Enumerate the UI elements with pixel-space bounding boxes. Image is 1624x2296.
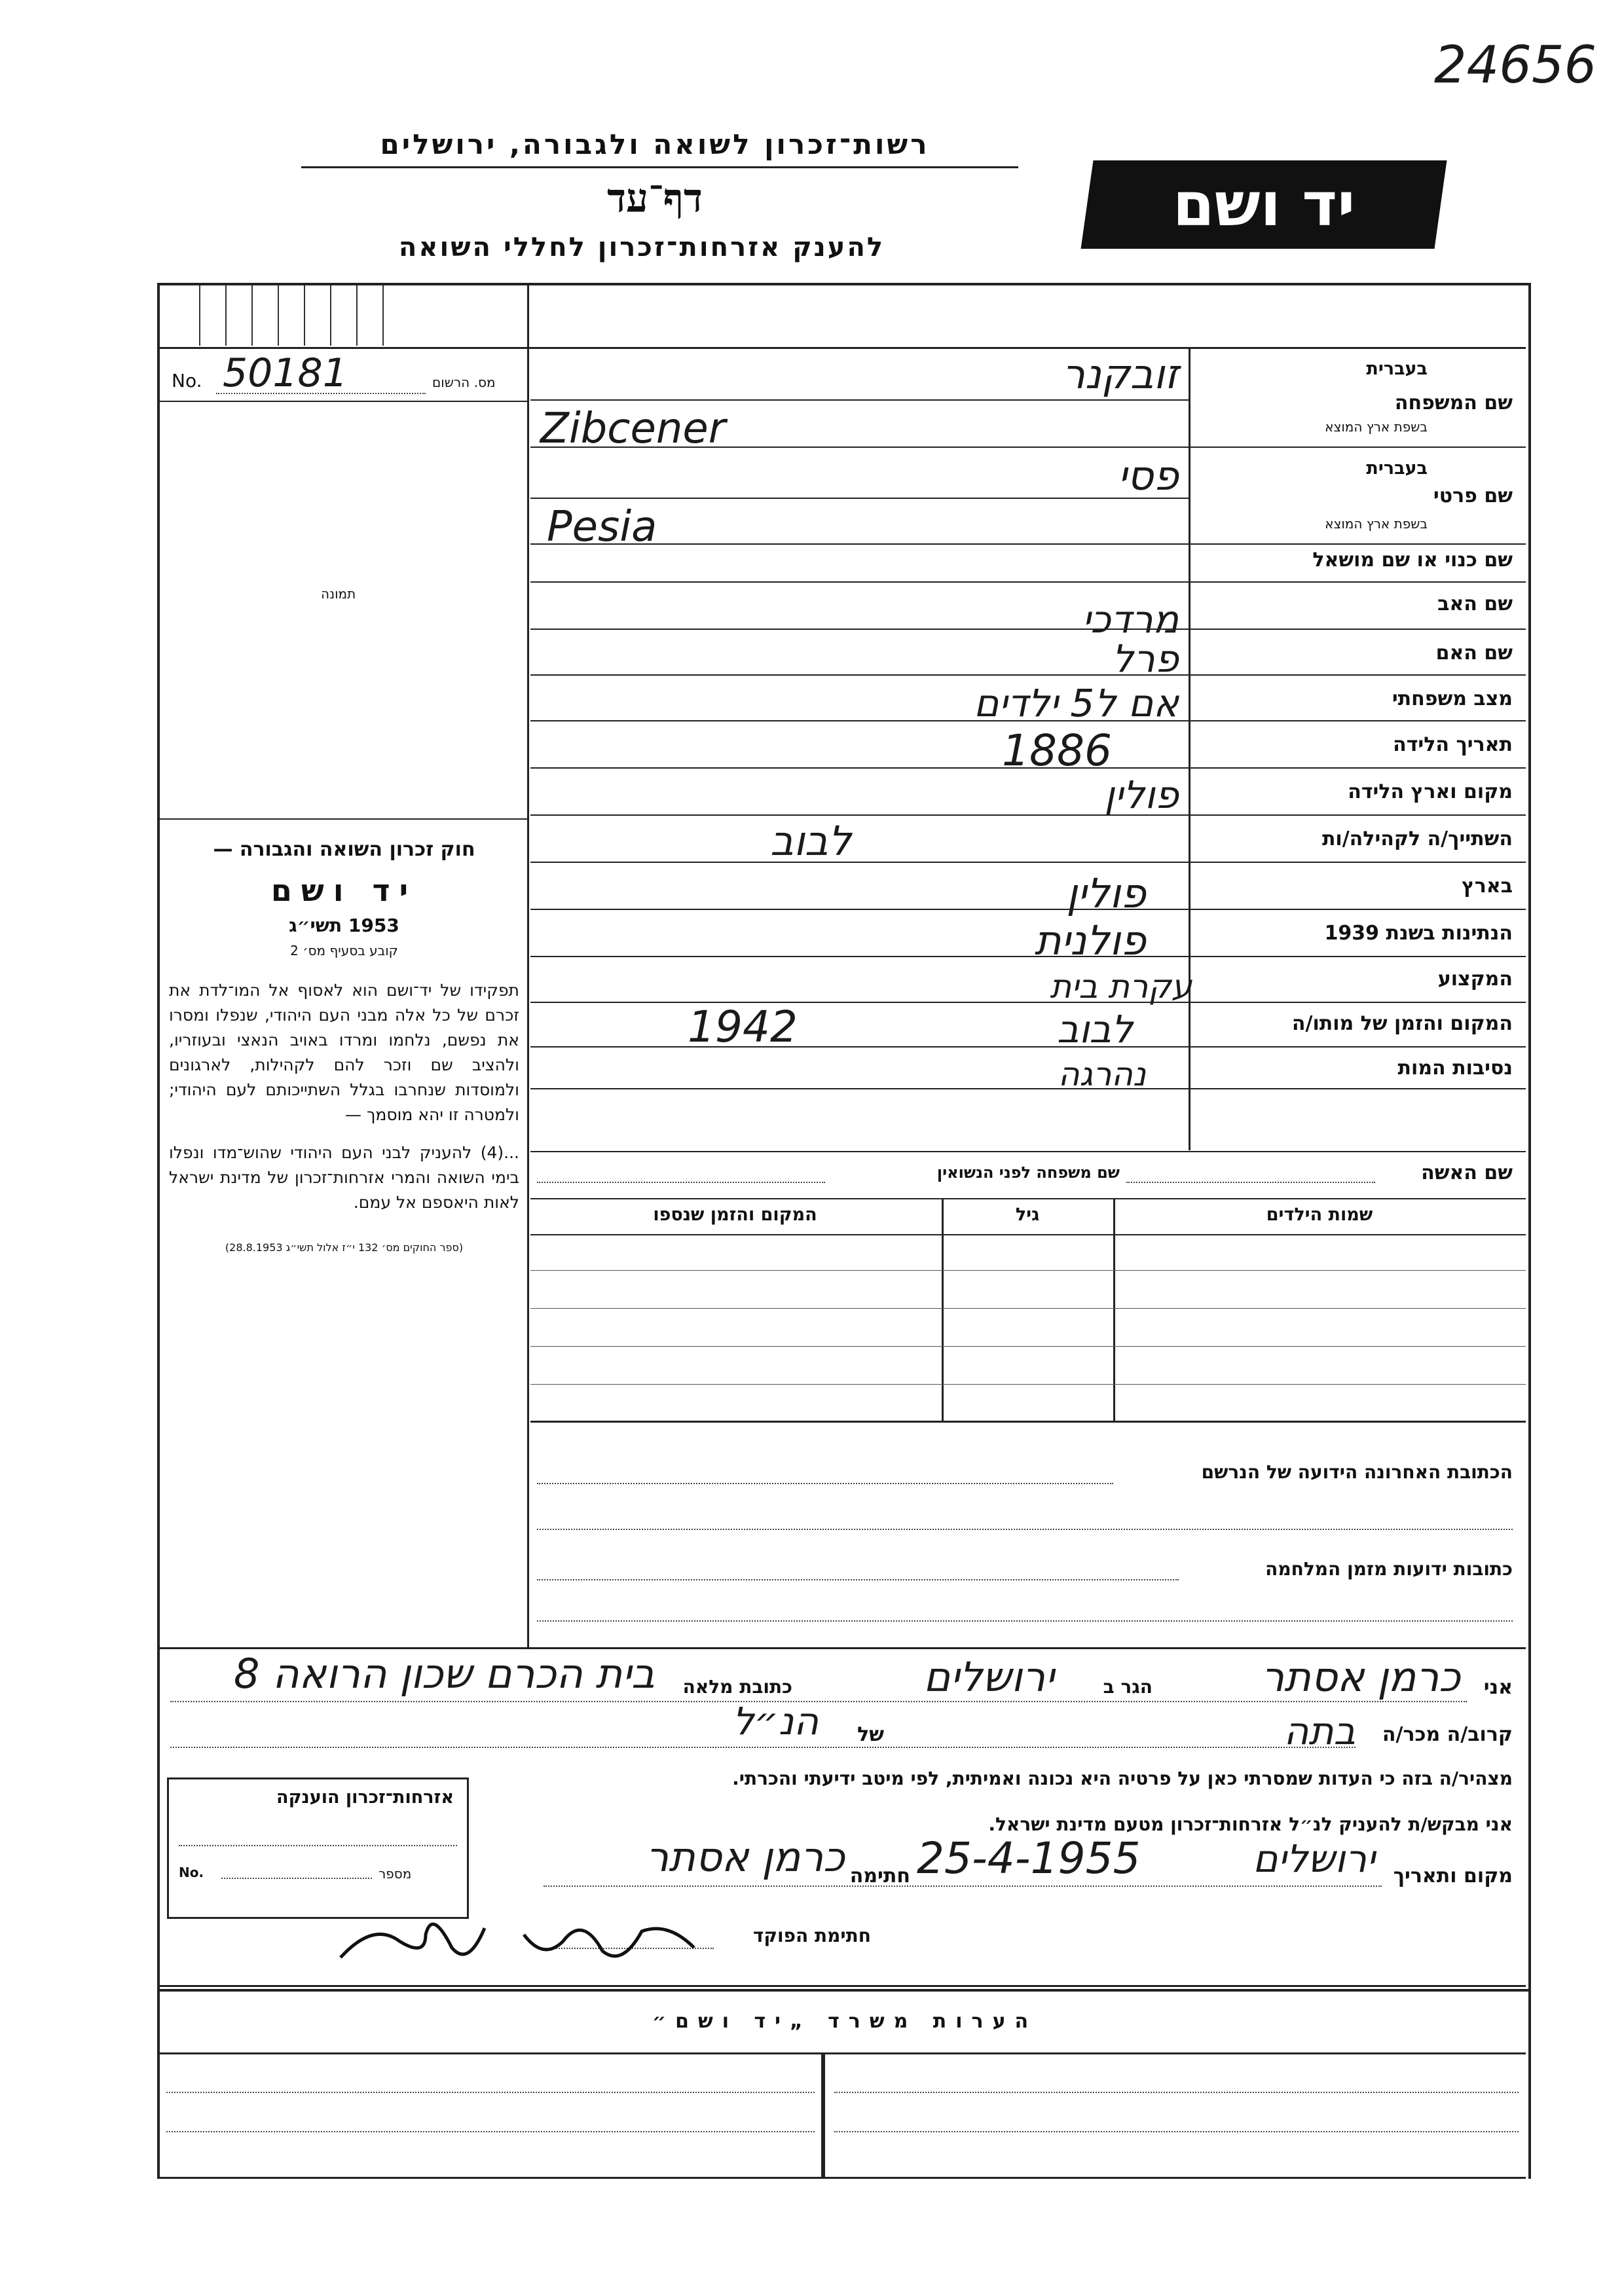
archive-number: 24656 bbox=[1434, 36, 1597, 95]
granted-no-label: No. bbox=[179, 1865, 204, 1880]
children-table bbox=[530, 1198, 1526, 1421]
date-value[interactable]: 25-4-1955 bbox=[917, 1833, 1141, 1884]
declarant-address[interactable]: בית הכרם שכון הרואה 8 bbox=[233, 1650, 655, 1698]
photo-label: תמונה bbox=[321, 586, 356, 602]
profession-value[interactable]: עקרת בית bbox=[1050, 968, 1192, 1006]
wife-maiden-label: שם משפחה לפני הנשואין bbox=[936, 1163, 1120, 1182]
marital-label: מצב משפחתי bbox=[1392, 687, 1513, 710]
death-place-value[interactable]: לבוב bbox=[1057, 1007, 1133, 1051]
of-value[interactable]: הנ״ל bbox=[732, 1699, 819, 1743]
address-label: כתובת מלאה bbox=[682, 1676, 792, 1698]
officer-signature-label: חתימת הפוקד bbox=[752, 1925, 871, 1946]
relative-label: קרוב/ה מכר/ה bbox=[1382, 1723, 1513, 1746]
request-text: אני מבקש/ת להעניק לנ״ל אזרחות־זכרון מטעם מדינת ישראל. bbox=[988, 1813, 1513, 1835]
country-label: בארץ bbox=[1461, 875, 1513, 898]
registration-no-label: No. bbox=[172, 370, 202, 392]
citizenship-label: הנתינות בשנת 1939 bbox=[1324, 922, 1513, 945]
profession-label: המקצוע bbox=[1437, 968, 1513, 991]
cause-label: נסיבות המות bbox=[1397, 1057, 1513, 1080]
community-value[interactable]: לבוב bbox=[770, 817, 851, 865]
family-name-foreign-value[interactable]: Zibcener bbox=[540, 405, 726, 453]
first-name-foreign-label: בשפת ארץ המוצא bbox=[1325, 516, 1428, 532]
law-title: חוק זכרון השואה והגבורה — bbox=[213, 838, 475, 861]
office-notes-title: הערות משרד „יד ושם״ bbox=[652, 2010, 1038, 2033]
first-name-label: שם פרטי bbox=[1433, 484, 1513, 507]
registration-number[interactable]: 50181 bbox=[223, 350, 348, 396]
granted-box bbox=[167, 1777, 469, 1919]
death-label: המקום והזמן של מותו/ה bbox=[1291, 1012, 1513, 1035]
citizenship-value[interactable]: פולנית bbox=[1034, 917, 1146, 964]
resides-label: הגר ב bbox=[1103, 1676, 1153, 1698]
wife-label: שם האשה bbox=[1421, 1161, 1513, 1184]
yad-vashem-logo bbox=[1081, 160, 1447, 249]
first-name-hebrew-label: בעברית bbox=[1366, 458, 1428, 479]
signature-label: חתימה bbox=[849, 1865, 910, 1887]
of-label: של bbox=[857, 1723, 884, 1746]
declaration-text: מצהיר/ה בזה כי העדות שמסרתי כאן על פרטיה היא נכונה ואמיתית, לפי מיטב ידיעתי והכרתי. bbox=[732, 1768, 1513, 1789]
law-paragraph-2: ...(4) להעניק לבני העם היהודי שהוש־מדו ונפלו בימי השואה והמרי אזרחות־זכרון של מדינת ישראל לאות היאספם אל עמם. bbox=[169, 1143, 519, 1212]
wartime-address-label: כתובות ידועות מזמן המלחמה bbox=[1265, 1558, 1513, 1580]
birth-place-label: מקום וארץ הלידה bbox=[1348, 780, 1513, 803]
law-name: יד ושם bbox=[270, 873, 418, 908]
granted-number-label: מספר bbox=[378, 1866, 412, 1882]
family-name-label: שם המשפחה bbox=[1394, 392, 1513, 414]
birth-date-value[interactable]: 1886 bbox=[1002, 725, 1112, 776]
logo-text: יד ושם bbox=[1172, 170, 1356, 240]
authority-name: רשות־זכרון לשואה ולגבורה, ירושלים bbox=[380, 128, 930, 160]
children-header-names: שמות הילדים bbox=[1266, 1205, 1373, 1225]
last-address-label: הכתובת האחרונה הידועה של הנרשם bbox=[1201, 1461, 1513, 1483]
children-header-place: המקום והזמן שנספו bbox=[653, 1205, 817, 1225]
form-subtitle: להענק אזרחות־זכרון לחללי השואה bbox=[398, 232, 885, 263]
cause-value[interactable]: נהרגה bbox=[1058, 1055, 1146, 1093]
community-label: השתייך/ה לקהילה/ות bbox=[1321, 828, 1513, 850]
father-label: שם האב bbox=[1437, 592, 1513, 615]
birth-place-value[interactable]: פולין bbox=[1104, 773, 1179, 817]
country-value[interactable]: פולין bbox=[1066, 869, 1146, 917]
declarant-city[interactable]: ירושלים bbox=[923, 1653, 1054, 1701]
law-section-ref: קובע בסעיף מס׳ 2 bbox=[290, 943, 398, 958]
declarant-i-label: אני bbox=[1483, 1676, 1513, 1699]
relation-value[interactable]: בתה bbox=[1283, 1709, 1356, 1753]
law-citation: (ספר החוקים מס׳ 132 י״ז אלול תשי״ג 28.8.1953) bbox=[225, 1241, 464, 1254]
first-name-foreign-value[interactable]: Pesia bbox=[547, 503, 657, 551]
mother-label: שם האם bbox=[1435, 642, 1513, 665]
death-year-value[interactable]: 1942 bbox=[688, 1002, 798, 1052]
marital-value[interactable]: אם ל5 ילדים bbox=[973, 681, 1179, 725]
mother-value[interactable]: פרל bbox=[1112, 636, 1179, 681]
granted-title: אזרחות־זכרון הוענקה bbox=[276, 1787, 454, 1808]
registration-label: מס. הרשום bbox=[432, 374, 496, 390]
declarant-signature[interactable]: כרמן אסתר bbox=[646, 1833, 845, 1881]
first-name-hebrew-value[interactable]: פסי bbox=[1118, 452, 1179, 500]
place-date-label: מקום ותאריך bbox=[1393, 1865, 1513, 1887]
birth-date-label: תאריך הלידה bbox=[1393, 733, 1513, 756]
place-value[interactable]: ירושלים bbox=[1252, 1836, 1375, 1881]
law-section bbox=[169, 838, 519, 1254]
tick-boxes bbox=[160, 285, 527, 346]
law-paragraph-1: תפקידו של יד־ושם הוא לאסוף אל המו־לדת את זכרם של כל אלה מבני העם היהודי, שנפלו ומסרו את נפשם, נלחמו ומרדו באויב הנאצי ובעוזריו, ולהציב שם וזכר להם לקהילות, לארגונים ולמוסדות שנחרבו בגלל השתייכותם לעם היהודי; ולמטרה זו יהא מוסמך — bbox=[169, 981, 519, 1124]
children-header-age: גיל bbox=[1015, 1205, 1040, 1225]
form-title: דף־עד bbox=[607, 175, 703, 221]
law-year: 1953 תשי״ג bbox=[289, 915, 399, 936]
family-name-foreign-label: בשפת ארץ המוצא bbox=[1325, 419, 1428, 435]
family-name-hebrew-label: בעברית bbox=[1366, 359, 1428, 379]
declarant-name[interactable]: כרמן אסתר bbox=[1261, 1653, 1460, 1701]
nickname-label: שם כנוי או שם מושאל bbox=[1312, 549, 1513, 572]
family-name-hebrew-value[interactable]: זובקנר bbox=[1061, 350, 1179, 398]
father-value[interactable]: מרדכי bbox=[1082, 597, 1179, 642]
